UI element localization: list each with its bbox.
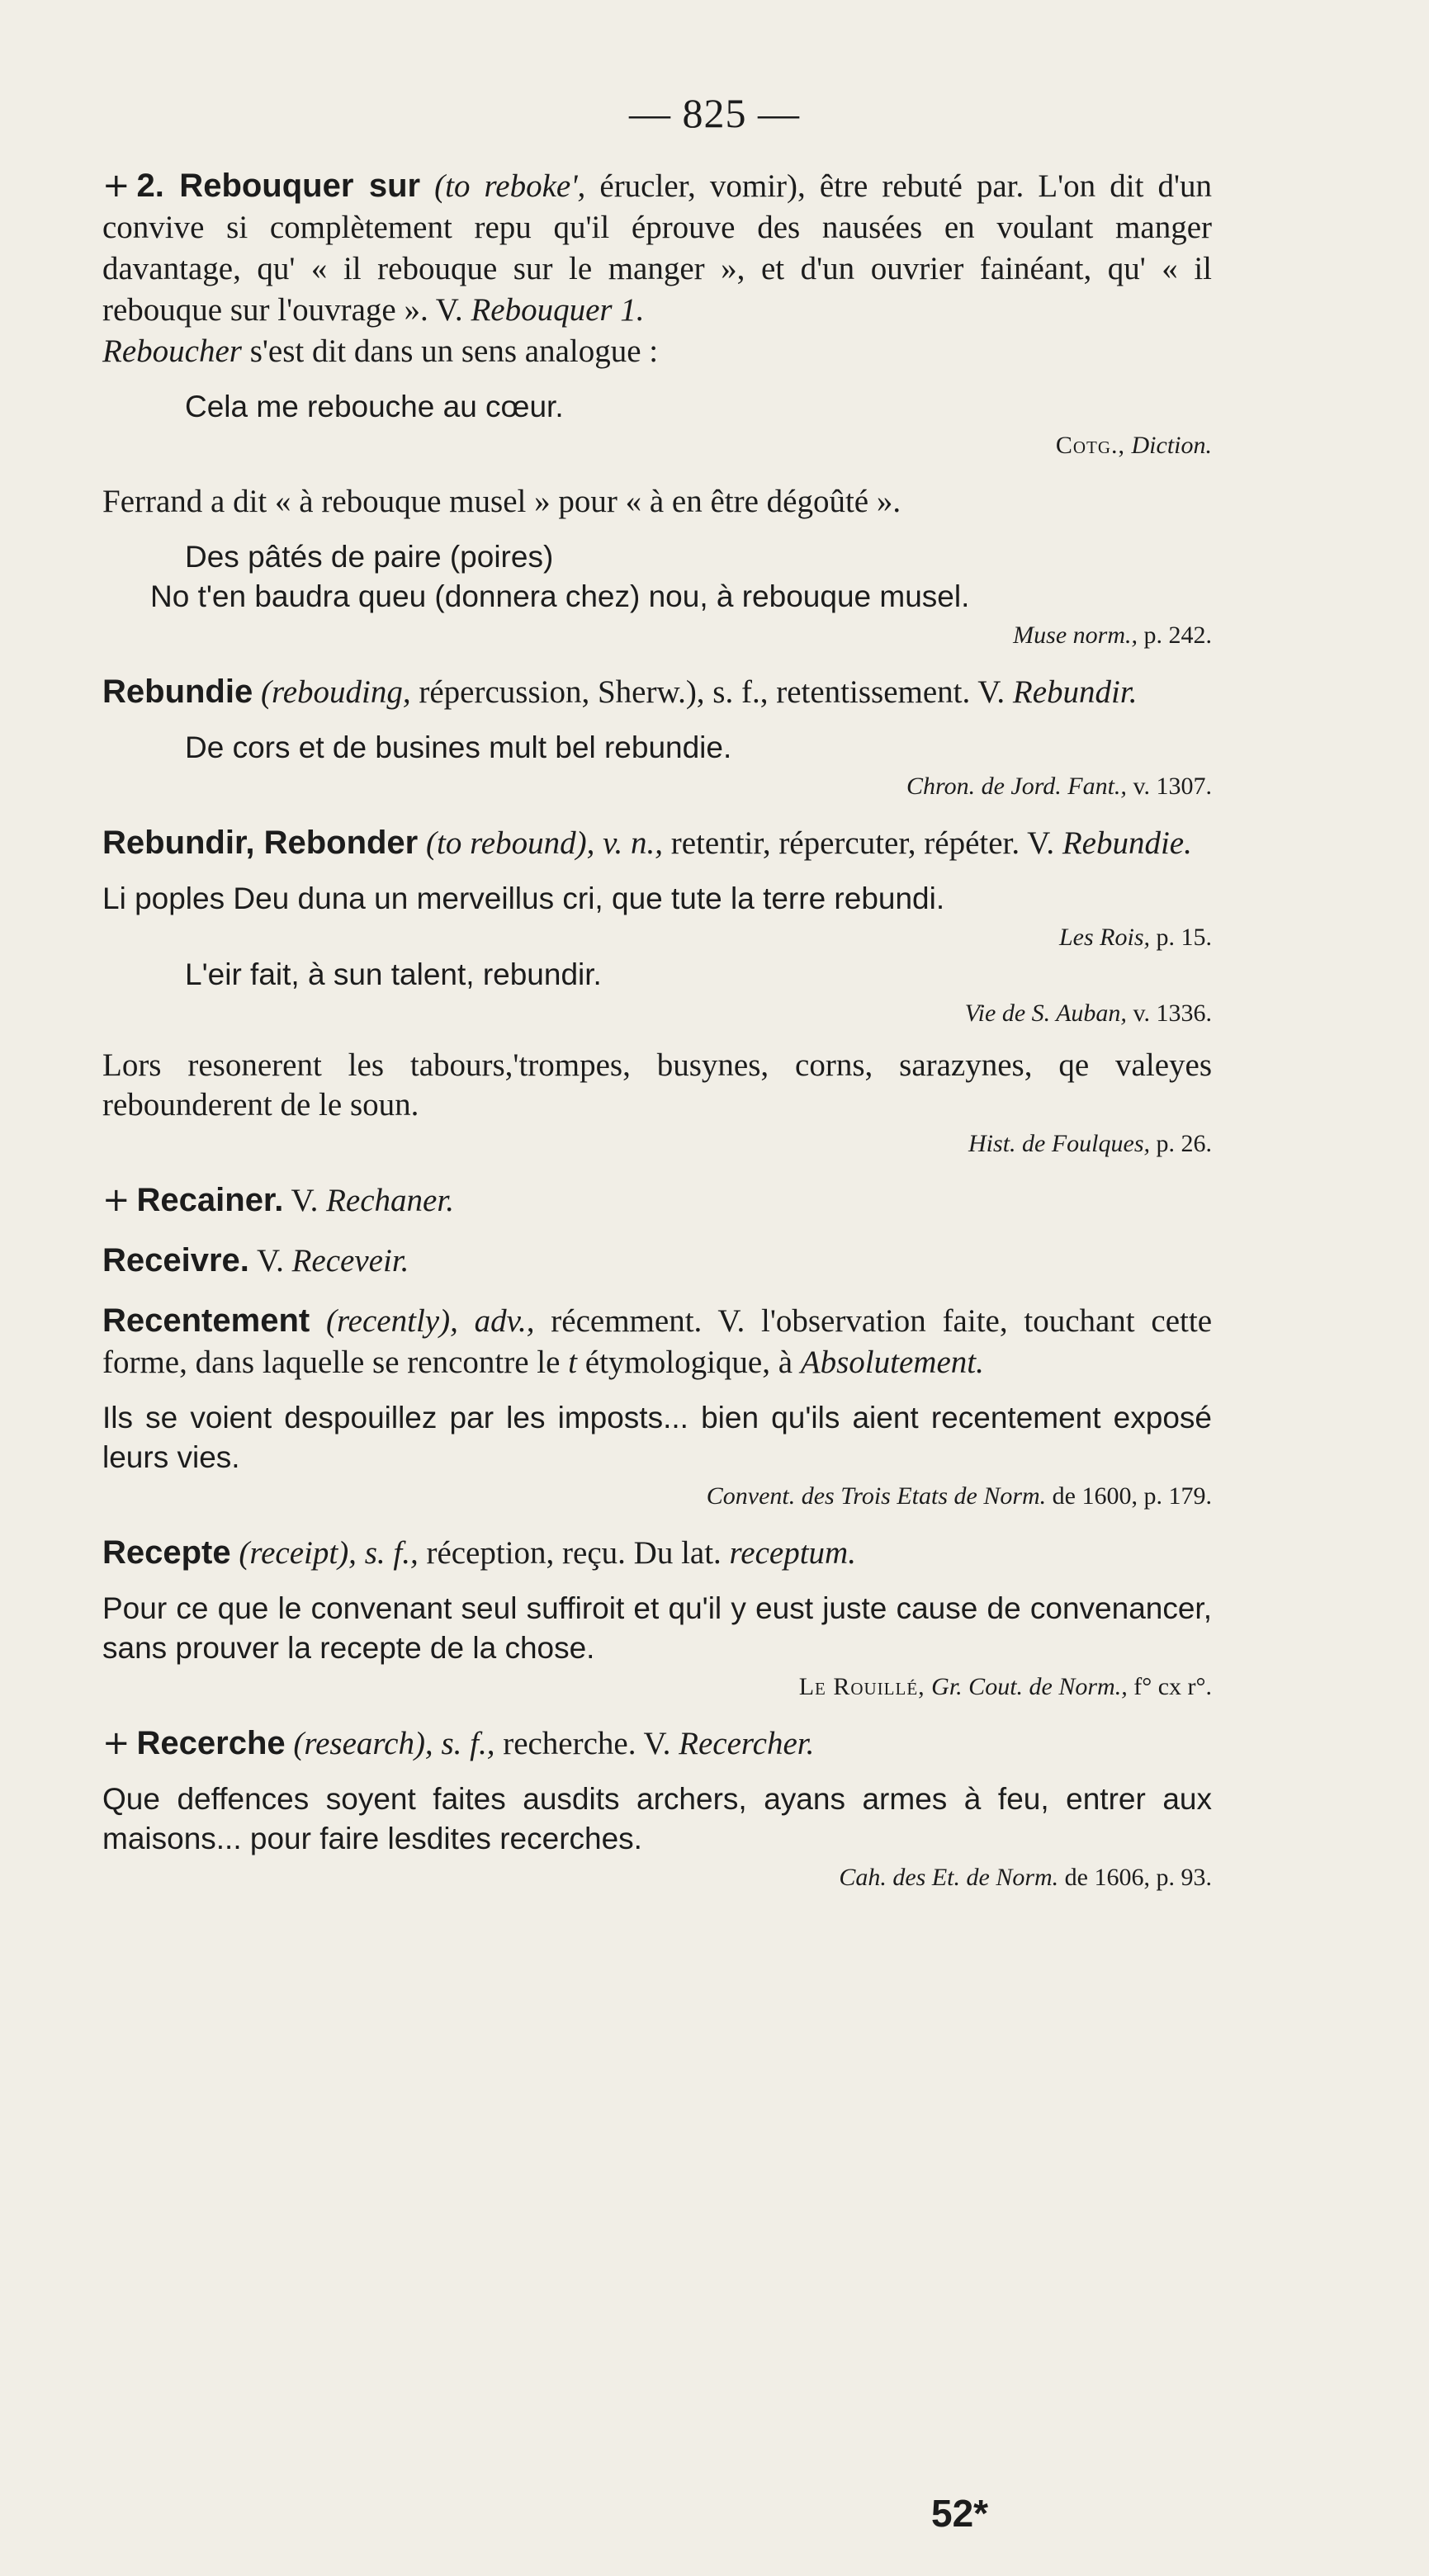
citation — [102, 769, 1212, 804]
citation — [102, 1479, 1212, 1514]
etymology: (rebouding, — [260, 674, 411, 710]
cross-marker: + — [102, 1181, 130, 1219]
cite-page: de 1600, p. 179. — [1046, 1482, 1212, 1510]
definition: récemment. V. l'observation faite, touchant cette forme, dans laquelle se rencontre le — [102, 1303, 1213, 1380]
entry-recainer — [102, 1179, 1212, 1222]
definition: recherche. V. — [494, 1726, 679, 1761]
etymology: (to rebound), — [426, 825, 595, 861]
cite-author: Le Rouillé, — [798, 1673, 925, 1700]
quotation: Pour ce que le convenant seul suffiroit et qu'il y eust juste cause de convenancer, sans prouver la recepte de la chose. — [102, 1591, 1212, 1665]
definition-cont: étymologique, à — [577, 1345, 801, 1380]
entry-ferrand-note — [102, 481, 1212, 653]
cross-reference: Absolutement. — [800, 1345, 984, 1380]
etymology: (receipt), — [239, 1535, 357, 1571]
entry-receivre — [102, 1240, 1212, 1282]
entry-recentement — [102, 1300, 1212, 1514]
citation — [102, 428, 1212, 463]
headword: Rebundie — [102, 674, 253, 710]
definition: V. — [283, 1183, 327, 1218]
citation — [102, 1670, 1212, 1704]
cross-reference: Rebouquer 1. — [471, 292, 645, 328]
etymology: (recently), — [325, 1303, 458, 1339]
letter: t — [568, 1345, 578, 1380]
page-number: — 825 — — [629, 90, 800, 136]
entry-text — [102, 1179, 1212, 1222]
cite-page: f° cx r°. — [1127, 1673, 1212, 1700]
quotation: Li poples Deu duna un merveillus cri, que tute la terre rebundi. — [102, 882, 945, 915]
quotation: De cors et de busines mult bel rebundie. — [185, 730, 732, 764]
cite-page: p. 242. — [1138, 622, 1212, 649]
definition: retentir, répercuter, répéter. V. — [663, 825, 1062, 861]
entry-recerche — [102, 1723, 1212, 1895]
cite-work: Vie de S. Auban, — [964, 1000, 1127, 1027]
cite-work: Cah. des Et. de Norm. — [839, 1864, 1059, 1891]
cite-work: Hist. de Foulques, — [968, 1130, 1150, 1157]
quotation-line: Des pâtés de paire (poires) — [185, 540, 554, 574]
entry-note — [102, 331, 1212, 372]
cross-marker: + — [102, 1724, 130, 1762]
headword: Receivre. — [102, 1242, 249, 1279]
quotation: Lors resonerent les tabours,'trompes, busynes, corns, sarazynes, qe valeyes rebounderent de le soun. — [102, 1047, 1212, 1123]
text-column — [102, 165, 1212, 1895]
note-text: s'est dit dans un sens analogue : — [241, 333, 659, 369]
citation — [102, 920, 1212, 955]
quotation: L'eir fait, à sun talent, rebundir. — [185, 957, 602, 991]
entry-text — [102, 1532, 1212, 1574]
grammar: s. f., — [356, 1535, 419, 1571]
cite-work: Les Rois, — [1058, 924, 1150, 951]
headword: Recepte — [102, 1534, 231, 1571]
definition: répercussion, Sherw.), s. f., retentissement. V. — [410, 674, 1013, 710]
cite-work: Muse norm., — [1013, 622, 1138, 649]
etymology: (to reboke', — [434, 168, 586, 204]
quotation: Que deffences soyent faites ausdits archers, ayans armes à feu, entrer aux maisons... pour faire lesdites recerches. — [102, 1782, 1212, 1855]
cite-work: Diction. — [1125, 432, 1212, 459]
quotation: Ils se voient despouillez par les imposts... bien qu'ils aient recentement exposé leurs vies. — [102, 1401, 1212, 1474]
latin-form: receptum. — [729, 1535, 856, 1571]
grammar: s. f., — [433, 1726, 495, 1761]
variant-headword: Reboucher — [102, 333, 242, 369]
headword: Rebundir, Rebonder — [102, 825, 419, 861]
cite-work: Chron. de Jord. Fant., — [906, 773, 1127, 800]
headword: 2. Rebouquer sur — [136, 168, 421, 204]
cite-page: v. 1307. — [1126, 773, 1212, 800]
quotation: Cela me rebouche au cœur. — [185, 390, 564, 423]
cross-reference: Rebundie. — [1062, 825, 1192, 861]
cross-reference: Recercher. — [679, 1726, 815, 1761]
cross-reference: Receveir. — [291, 1243, 409, 1279]
entry-text — [102, 671, 1212, 713]
etymology: (research), — [293, 1726, 433, 1761]
cite-page: p. 26. — [1150, 1130, 1212, 1157]
quotation-line: No t'en baudra queu (donnera chez) nou, à rebouque musel. — [150, 579, 970, 613]
entry-rebundir — [102, 822, 1212, 1161]
entry-text: Ferrand a dit « à rebouque musel » pour « à en être dégoûté ». — [102, 484, 901, 519]
cite-author: Cotg., — [1055, 432, 1125, 459]
cite-page: p. 15. — [1150, 924, 1212, 951]
cross-reference: Rechaner. — [326, 1183, 454, 1218]
entry-text — [102, 165, 1212, 331]
entry-rebundie — [102, 671, 1212, 804]
signature-mark: 52* — [931, 2492, 989, 2535]
cite-page: v. 1336. — [1126, 1000, 1212, 1027]
citation — [102, 996, 1212, 1031]
cross-reference: Rebundir. — [1012, 674, 1138, 710]
entry-recepte — [102, 1532, 1212, 1704]
citation — [102, 1127, 1212, 1161]
entry-text — [102, 1300, 1212, 1383]
grammar: v. n., — [594, 825, 664, 861]
cite-work: Convent. des Trois Etats de Norm. — [706, 1482, 1047, 1510]
definition: érucler, vomir), être rebuté par. L'on dit d'un convive si complètement repu qu'il éprouve des nausées en voulant manger davantage, qu' « il rebouque sur le manger », et d'un ouvrier fainéant, qu' « il rebouque sur l'ouvrage ». V. — [102, 168, 1212, 328]
headword: Recerche — [136, 1725, 286, 1761]
grammar: adv., — [457, 1303, 535, 1339]
cross-marker: + — [102, 167, 130, 205]
citation — [102, 1860, 1212, 1895]
headword: Recainer. — [136, 1182, 284, 1218]
entry-text — [102, 822, 1212, 864]
headword: Recentement — [102, 1302, 310, 1339]
entry-text — [102, 1723, 1212, 1765]
definition: réception, reçu. Du lat. — [418, 1535, 730, 1571]
entry-rebouquer — [102, 165, 1212, 463]
cite-page: de 1606, p. 93. — [1058, 1864, 1212, 1891]
entry-text — [102, 1240, 1212, 1282]
cite-work: Gr. Cout. de Norm., — [925, 1673, 1128, 1700]
citation — [102, 618, 1212, 653]
definition: V. — [248, 1243, 292, 1279]
